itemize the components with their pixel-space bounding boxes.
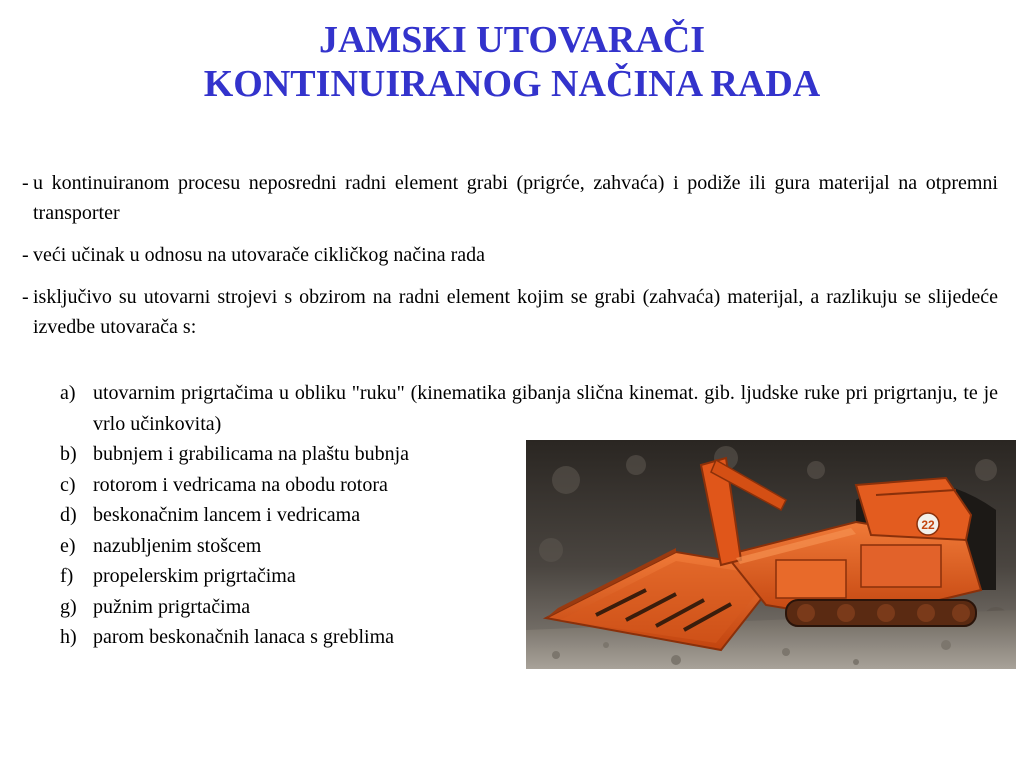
bullet-text: veći učinak u odnosu na utovarače cikličkog načina rada [33, 244, 486, 266]
bullet-marker: - [22, 244, 29, 266]
variant-text: parom beskonačnih lanaca s greblima [93, 626, 394, 648]
variant-letter: h) [60, 626, 77, 648]
loader-machine-photo [526, 440, 1016, 669]
variant-letter: b) [60, 443, 77, 465]
bullet-marker: - [22, 172, 29, 194]
slide-title [0, 18, 1024, 106]
variant-letter: a) [60, 382, 76, 404]
variant-text: utovarnim prigrtačima u obliku "ruku" (kinematika gibanja slična kinemat. gib. ljudske ruke pri prigrtanju, te je vrlo učinkovita) [93, 382, 998, 435]
variant-letter: g) [60, 595, 77, 618]
variant-text: rotorom i vedricama na obodu rotora [93, 473, 388, 496]
variant-letter: e) [60, 534, 76, 557]
bullet-list [22, 168, 998, 354]
machine-number-text: 22 [921, 518, 935, 532]
variant-text: bubnjem i grabilicama na plaštu bubnja [93, 443, 410, 465]
loader-machine-illustration [526, 440, 1016, 669]
variant-text: pužnim prigrtačima [93, 595, 251, 618]
variant-text: beskonačnim lancem i vedricama [93, 504, 361, 526]
variant-text: propelerskim prigrtačima [93, 565, 296, 587]
title-line-1: JAMSKI UTOVARAČI [318, 19, 706, 61]
variant-letter: d) [60, 504, 77, 526]
bullet-item [22, 282, 998, 342]
bullet-item [22, 168, 998, 228]
variant-item [60, 378, 998, 439]
variant-letter: f) [60, 565, 74, 587]
bullet-marker: - [22, 286, 29, 308]
bullet-item [22, 240, 998, 270]
variant-letter: c) [60, 473, 76, 496]
variant-text: nazubljenim stošcem [93, 534, 262, 557]
title-line-2: KONTINUIRANOG NAČINA RADA [203, 63, 821, 105]
bullet-text: u kontinuiranom procesu neposredni radni element grabi (prigrće, zahvaća) i podiže ili gura materijal na otpremni transporter [33, 172, 998, 224]
bullet-text: isključivo su utovarni strojevi s obzirom na radni element kojim se grabi (zahvaća) materijal, a razlikuju se slijedeće izvedbe utovarača s: [33, 286, 998, 338]
